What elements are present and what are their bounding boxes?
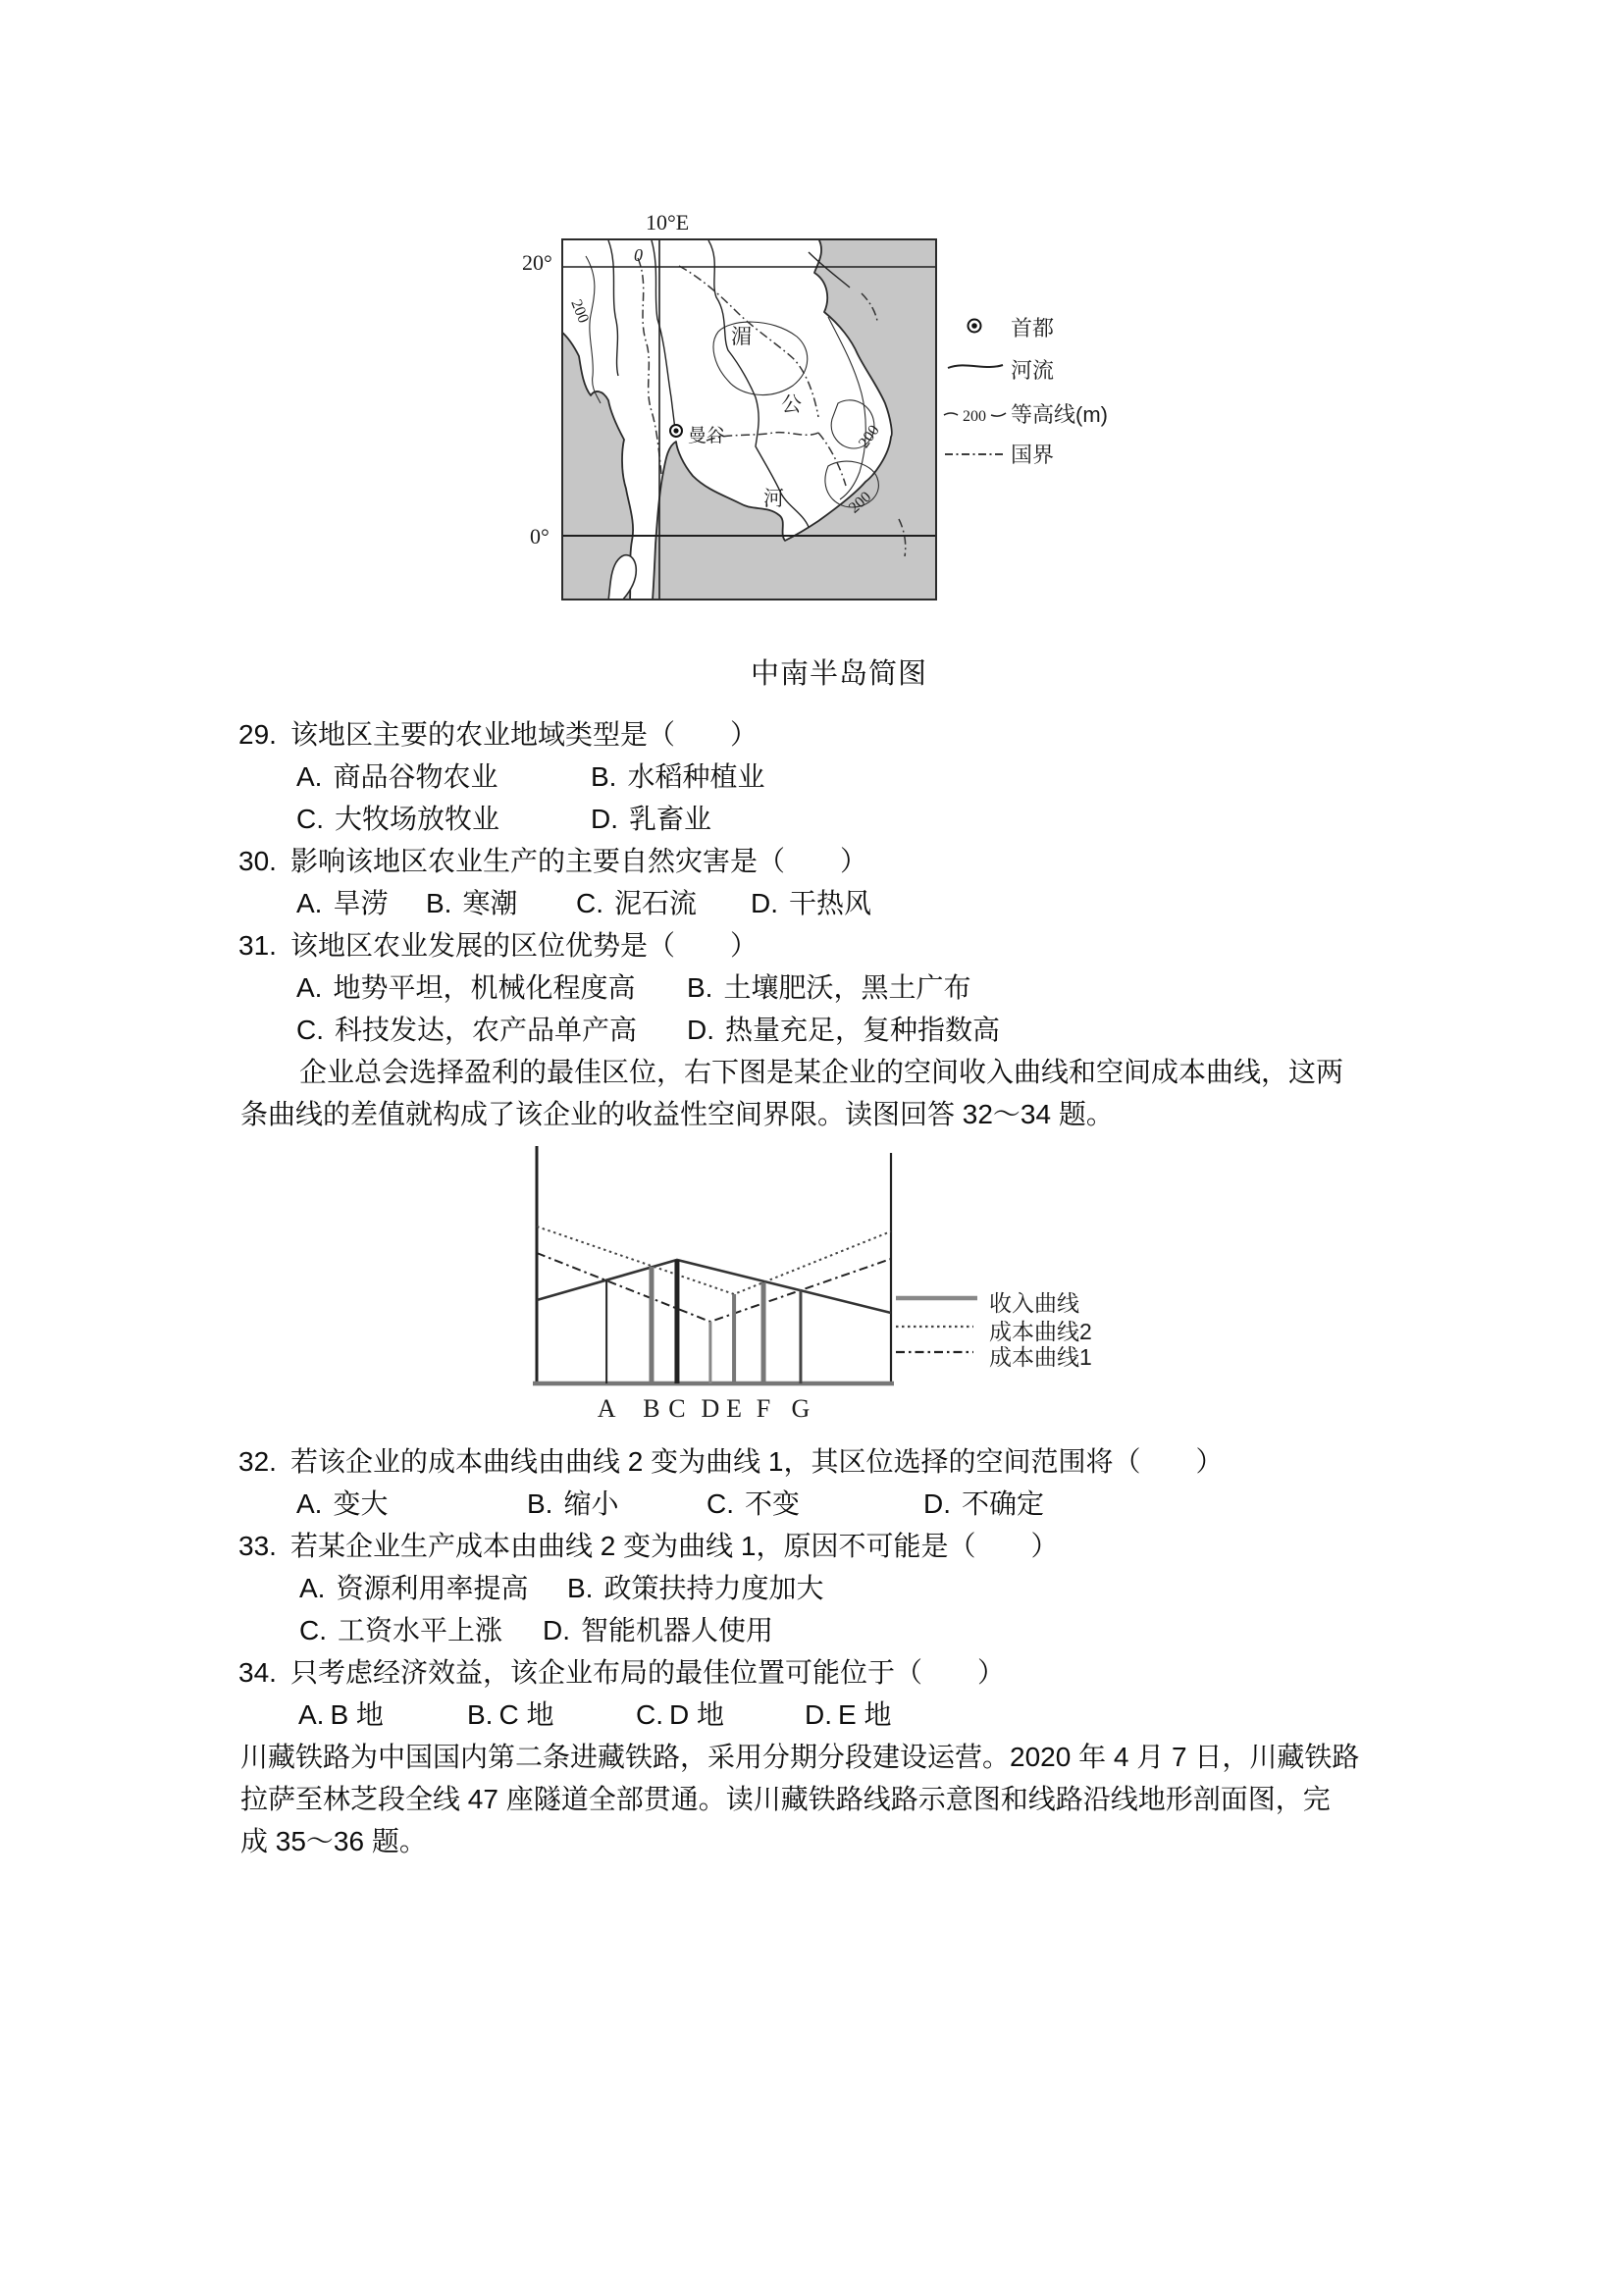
option-label: B.: [687, 972, 713, 1003]
option-label: B.: [567, 1573, 594, 1603]
question-31-options-ab: [0, 971, 1623, 1015]
option-label: A.: [296, 972, 323, 1003]
legend-capital-label: 首都: [1011, 316, 1055, 340]
option-text: B 地: [330, 1699, 384, 1730]
contour-value-right-lower: 200: [846, 488, 875, 517]
option-32-d: [923, 1487, 1044, 1521]
option-34-b: [467, 1698, 553, 1732]
series-收入曲线: [537, 1260, 891, 1313]
option-text: 泥石流: [614, 888, 698, 918]
question-number: 29.: [238, 719, 277, 750]
question-stem: 只考虑经济效益，该企业布局的最佳位置可能位于（ ）: [290, 1657, 1006, 1688]
question-29: [0, 718, 1623, 761]
question-number: 34.: [238, 1657, 277, 1688]
option-text: 不确定: [962, 1488, 1045, 1519]
map-legend-symbols: [940, 306, 1011, 463]
income-curve-label: 收入曲线: [989, 1290, 1079, 1316]
question-33-options-ab: [0, 1572, 1623, 1615]
option-31-a: [296, 971, 635, 1005]
option-label: A.: [296, 1488, 323, 1519]
river-legend-icon: [948, 365, 1003, 368]
question-34-options: [0, 1698, 1623, 1742]
option-text: 乳畜业: [629, 804, 712, 834]
option-label: C.: [299, 1615, 327, 1645]
option-29-d: [591, 803, 711, 836]
option-label: A.: [298, 1699, 325, 1730]
question-stem: 该地区农业发展的区位优势是（ ）: [290, 930, 759, 961]
option-30-c: [576, 887, 697, 920]
map-meridian-label: 10°E: [646, 210, 690, 235]
intro-enterprise-line-2: [0, 1098, 1623, 1141]
mekong-name-char-2: 公: [781, 393, 802, 416]
question-31-options-cd: [0, 1014, 1623, 1057]
option-label: B.: [591, 761, 617, 792]
paragraph-text: 企业总会选择盈利的最佳区位，右下图是某企业的空间收入曲线和空间成本曲线，这两: [299, 1057, 1344, 1087]
option-label: D.: [805, 1699, 832, 1730]
paragraph-text: 成 35～36 题。: [240, 1826, 427, 1856]
chart-curves: [537, 1226, 891, 1322]
option-29-c: [296, 803, 499, 836]
marker-label-F: F: [756, 1394, 771, 1423]
intro-railway-line-1: [0, 1741, 1623, 1784]
option-33-b: [567, 1572, 823, 1605]
option-label: D.: [591, 804, 618, 834]
question-number: 32.: [238, 1446, 277, 1477]
paragraph-text: 拉萨至林芝段全线 47 座隧道全部贯通。读川藏铁路线路示意图和线路沿线地形剖面图，完: [240, 1784, 1331, 1814]
mekong-name-char-3: 河: [763, 488, 784, 510]
option-label: D.: [543, 1615, 570, 1645]
question-32-options: [0, 1487, 1623, 1531]
option-text: 地势平坦，机械化程度高: [333, 972, 636, 1003]
question-33-options-cd: [0, 1614, 1623, 1657]
option-text: C 地: [498, 1699, 554, 1730]
question-29-options-ab: [0, 760, 1623, 804]
option-34-c: [636, 1698, 724, 1732]
option-label: C.: [296, 804, 324, 834]
option-text: 科技发达，农产品单产高: [335, 1015, 638, 1045]
cost-curve2-label: 成本曲线2: [989, 1319, 1092, 1344]
contour-legend-value: 200: [963, 408, 986, 425]
option-label: B.: [527, 1488, 553, 1519]
option-text: 政策扶持力度加大: [603, 1573, 824, 1603]
revenue-cost-chart: [530, 1138, 942, 1428]
option-label: C.: [296, 1015, 324, 1045]
legend-boundary-label: 国界: [1011, 443, 1055, 467]
option-34-d: [805, 1698, 891, 1732]
question-stem: 若该企业的成本曲线由曲线 2 变为曲线 1，其区位选择的空间范围将（ ）: [290, 1446, 1224, 1477]
option-text: 工资水平上涨: [338, 1615, 503, 1645]
option-text: D 地: [669, 1699, 725, 1730]
option-34-a: [298, 1698, 384, 1732]
option-label: D.: [687, 1015, 714, 1045]
option-label: A.: [296, 761, 323, 792]
option-31-b: [687, 971, 970, 1005]
intro-railway-line-3: [0, 1825, 1623, 1868]
paragraph-text: 川藏铁路为中国国内第二条进藏铁路，采用分期分段建设运营。2020 年 4 月 7 日，川藏铁路: [240, 1742, 1360, 1772]
question-30-options: [0, 887, 1623, 930]
option-30-d: [751, 887, 871, 920]
map-lat20-label: 20°: [522, 250, 552, 275]
marker-label-A: A: [597, 1394, 616, 1423]
intro-railway-line-2: [0, 1783, 1623, 1826]
contour-value-left: 200: [567, 297, 592, 326]
option-label: A.: [299, 1573, 326, 1603]
option-31-c: [296, 1014, 637, 1047]
option-label: C.: [576, 888, 603, 918]
chart-legend-samples: [895, 1287, 979, 1358]
option-32-a: [296, 1487, 388, 1521]
map-lat0-label: 0°: [530, 524, 550, 548]
option-text: 寒潮: [462, 888, 518, 918]
contour-value-right-upper: 200: [856, 422, 883, 451]
marker-label-B: B: [643, 1394, 660, 1423]
question-32: [0, 1445, 1623, 1488]
marker-label-C: C: [668, 1394, 686, 1423]
option-30-b: [426, 887, 517, 920]
option-text: 变大: [333, 1488, 389, 1519]
option-label: B.: [426, 888, 452, 918]
capital-marker: [670, 425, 682, 437]
option-text: 不变: [745, 1488, 801, 1519]
option-label: A.: [296, 888, 323, 918]
option-text: 资源利用率提高: [336, 1573, 529, 1603]
question-33: [0, 1530, 1623, 1573]
map-caption: 中南半岛简图: [751, 658, 928, 690]
marker-label-E: E: [726, 1394, 743, 1423]
option-text: E 地: [838, 1699, 892, 1730]
option-text: 商品谷物农业: [333, 761, 498, 792]
option-text: 干热风: [789, 888, 872, 918]
marker-label-D: D: [701, 1394, 720, 1423]
capital-name-label: 曼谷: [688, 426, 726, 446]
option-label: B.: [467, 1699, 494, 1730]
question-stem: 若某企业生产成本由曲线 2 变为曲线 1，原因不可能是（ ）: [290, 1531, 1059, 1561]
option-text: 大牧场放牧业: [335, 804, 500, 834]
option-33-c: [299, 1614, 502, 1647]
option-label: C.: [636, 1699, 663, 1730]
legend-contour-label: 等高线(m): [1011, 402, 1108, 427]
capital-legend-icon: [969, 320, 981, 333]
intro-enterprise-line-1: [0, 1056, 1623, 1099]
map-zero-mark: 0: [634, 245, 643, 265]
option-32-b: [527, 1487, 618, 1521]
question-number: 33.: [238, 1531, 277, 1561]
option-29-b: [591, 760, 764, 794]
option-text: 土壤肥沃，黑土广布: [723, 972, 971, 1003]
option-text: 旱涝: [333, 888, 389, 918]
question-stem: 该地区主要的农业地域类型是（ ）: [290, 719, 759, 750]
option-text: 缩小: [563, 1488, 619, 1519]
marker-label-G: G: [791, 1394, 811, 1423]
option-text: 智能机器人使用: [581, 1615, 774, 1645]
legend-river-label: 河流: [1011, 358, 1055, 383]
question-34: [0, 1656, 1623, 1699]
question-number: 31.: [238, 930, 277, 961]
question-29-options-cd: [0, 803, 1623, 846]
option-33-d: [543, 1614, 773, 1647]
series-成本曲线1: [537, 1253, 891, 1322]
indochina-map: [561, 238, 937, 600]
cost-curve1-label: 成本曲线1: [989, 1344, 1092, 1370]
option-31-d: [687, 1014, 1000, 1047]
option-33-a: [299, 1572, 528, 1605]
option-30-a: [296, 887, 388, 920]
option-label: D.: [751, 888, 778, 918]
question-31: [0, 929, 1623, 972]
option-label: C.: [707, 1488, 734, 1519]
question-number: 30.: [238, 846, 277, 876]
question-stem: 影响该地区农业生产的主要自然灾害是（ ）: [290, 846, 868, 876]
option-32-c: [707, 1487, 800, 1521]
option-29-a: [296, 760, 497, 794]
option-text: 水稻种植业: [627, 761, 765, 792]
mekong-name-char-1: 湄: [731, 326, 752, 348]
paragraph-text: 条曲线的差值就构成了该企业的收益性空间界限。读图回答 32～34 题。: [240, 1099, 1114, 1129]
question-30: [0, 845, 1623, 888]
option-text: 热量充足，复种指数高: [725, 1015, 1001, 1045]
option-label: D.: [923, 1488, 951, 1519]
